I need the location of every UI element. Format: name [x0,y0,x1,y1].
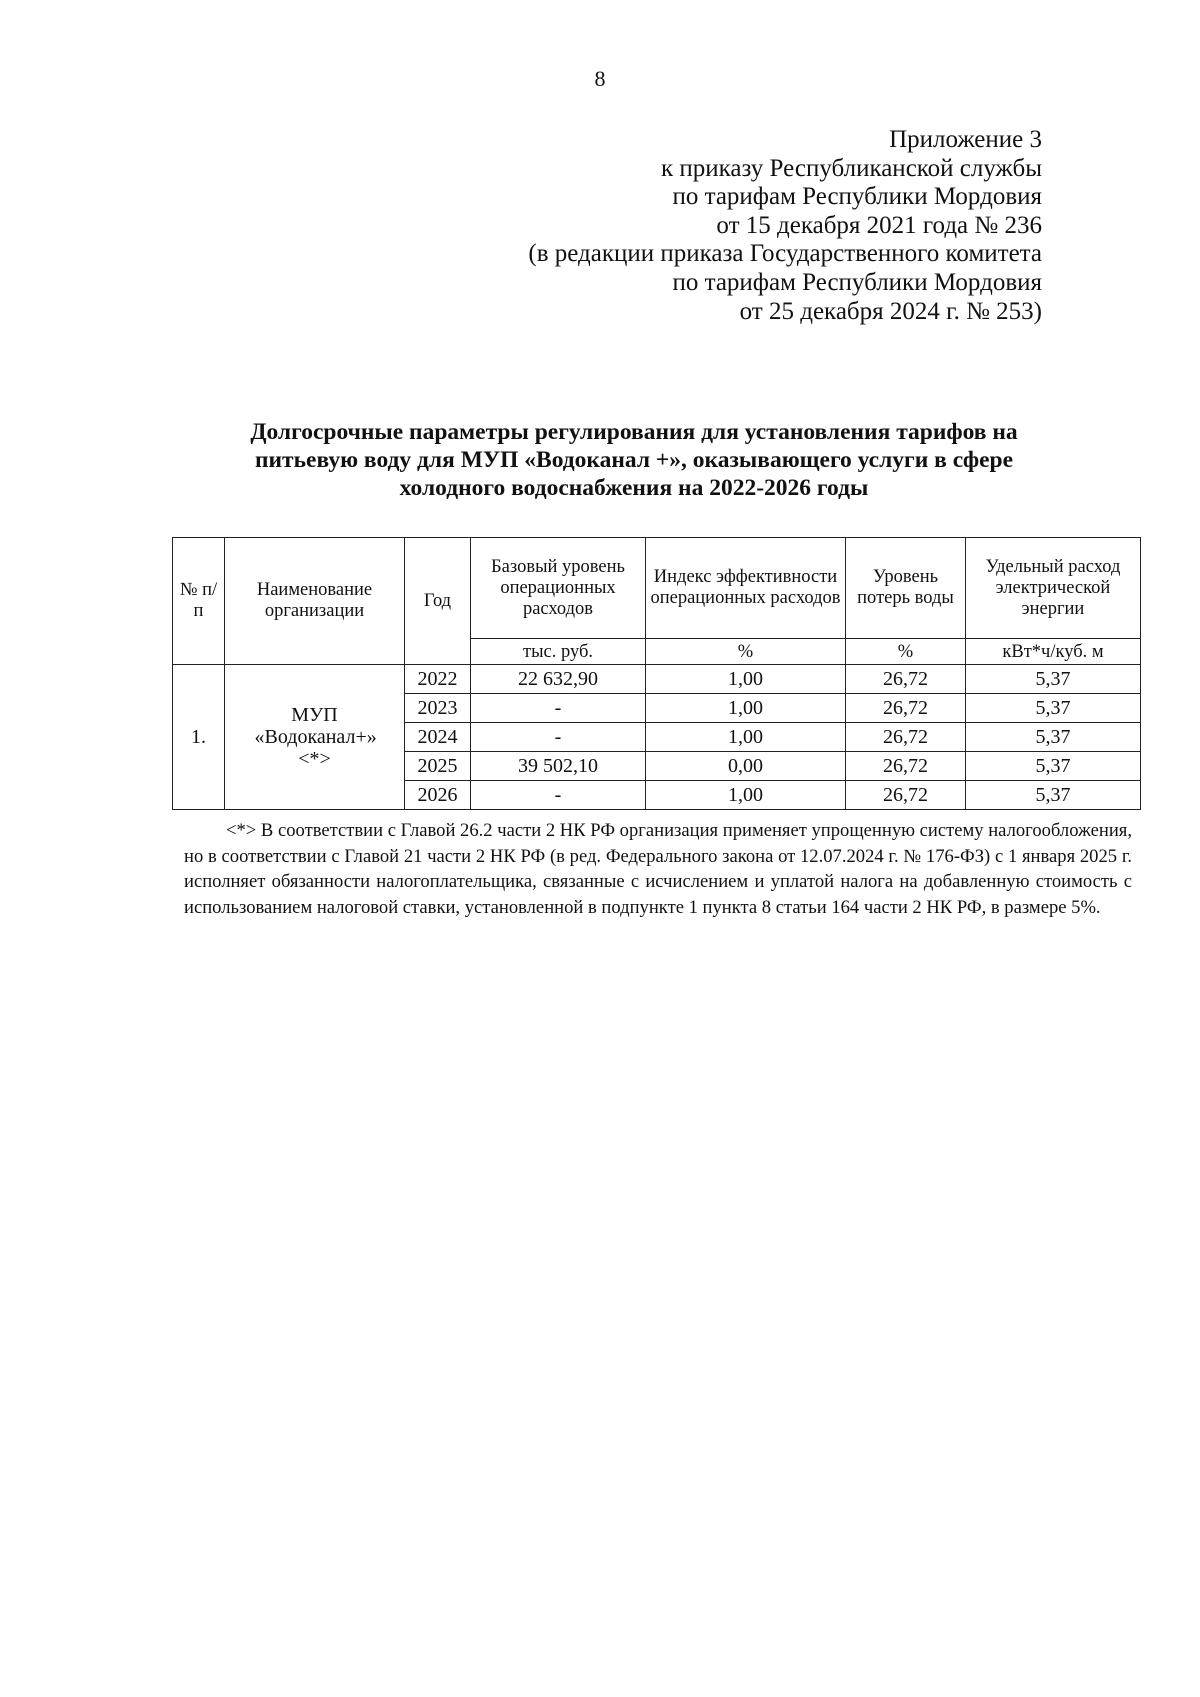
annex-line: по тарифам Республики Мордовия [672,183,1042,211]
cell-efficiency-index: 1,00 [646,694,846,723]
header-year: Год [405,538,471,665]
organization-name [225,665,405,810]
cell-water-loss: 26,72 [846,723,966,752]
organization-name-text: МУП «Водоканал+» <*> [254,704,377,770]
cell-year: 2026 [405,781,471,810]
annex-line: от 25 декабря 2024 г. № 253) [739,297,1042,325]
cell-base-costs: - [471,694,646,723]
title-line: питьевую воду для МУП «Водоканал +», оказывающего услуги в сфере [254,447,1014,473]
cell-energy-consumption: 5,37 [966,665,1141,694]
cell-energy-consumption: 5,37 [966,723,1141,752]
annex-line: по тарифам Республики Мордовия [672,268,1042,296]
cell-energy-consumption: 5,37 [966,694,1141,723]
header-num: № п/п [173,538,225,665]
unit-efficiency-index: % [646,639,846,665]
title-line: Долгосрочные параметры регулирования для установления тарифов на [250,419,1018,445]
header-energy-consumption: Удельный расход электрической энергии [966,538,1141,639]
table-row [173,665,1141,694]
cell-efficiency-index: 1,00 [646,781,846,810]
cell-base-costs: 22 632,90 [471,665,646,694]
cell-base-costs: - [471,781,646,810]
cell-energy-consumption: 5,37 [966,781,1141,810]
header-base-costs: Базовый уровень операционных расходов [471,538,646,639]
annex-line: от 15 декабря 2021 года № 236 [716,211,1042,239]
cell-water-loss: 26,72 [846,781,966,810]
unit-base-costs: тыс. руб. [471,639,646,665]
annex-line: (в редакции приказа Государственного комитета [528,240,1042,268]
footnote: <*> В соответствии с Главой 26.2 части 2 НК РФ организация применяет упрощенную систему налогообложения, но в соответствии с Главой 21 части 2 НК РФ (в ред. Федерального закона от 12.07.2024 г. № 176-ФЗ) с 1 января 2025 г. исполняет обязанности налогоплательщика, связанные с исчислением и уплатой налога на добавленную стоимость с использованием налоговой ставки, установленной в подпункте 1 пункта 8 статьи 164 части 2 НК РФ, в размере 5%. [184,820,1132,918]
annex-block [342,126,1042,326]
cell-water-loss: 26,72 [846,665,966,694]
cell-base-costs: - [471,723,646,752]
annex-line: Приложение 3 [889,126,1042,153]
cell-energy-consumption: 5,37 [966,752,1141,781]
cell-year: 2025 [405,752,471,781]
unit-water-loss: % [846,639,966,665]
header-efficiency-index: Индекс эффективности операционных расходов [646,538,846,639]
cell-water-loss: 26,72 [846,694,966,723]
cell-year: 2023 [405,694,471,723]
header-water-loss: Уровень потерь воды [846,538,966,639]
cell-base-costs: 39 502,10 [471,752,646,781]
cell-efficiency-index: 1,00 [646,723,846,752]
cell-efficiency-index: 1,00 [646,665,846,694]
cell-year: 2022 [405,665,471,694]
cell-efficiency-index: 0,00 [646,752,846,781]
row-number: 1. [173,665,225,810]
unit-energy-consumption: кВт*ч/куб. м [966,639,1141,665]
annex-line: к приказу Республиканской службы [660,154,1042,182]
page-number: 8 [594,66,606,91]
header-org: Наименование организации [225,538,405,665]
cell-water-loss: 26,72 [846,752,966,781]
cell-year: 2024 [405,723,471,752]
title-line: холодного водоснабжения на 2022-2026 годы [399,475,869,501]
document-title [170,418,1098,502]
parameters-table [172,537,1141,810]
